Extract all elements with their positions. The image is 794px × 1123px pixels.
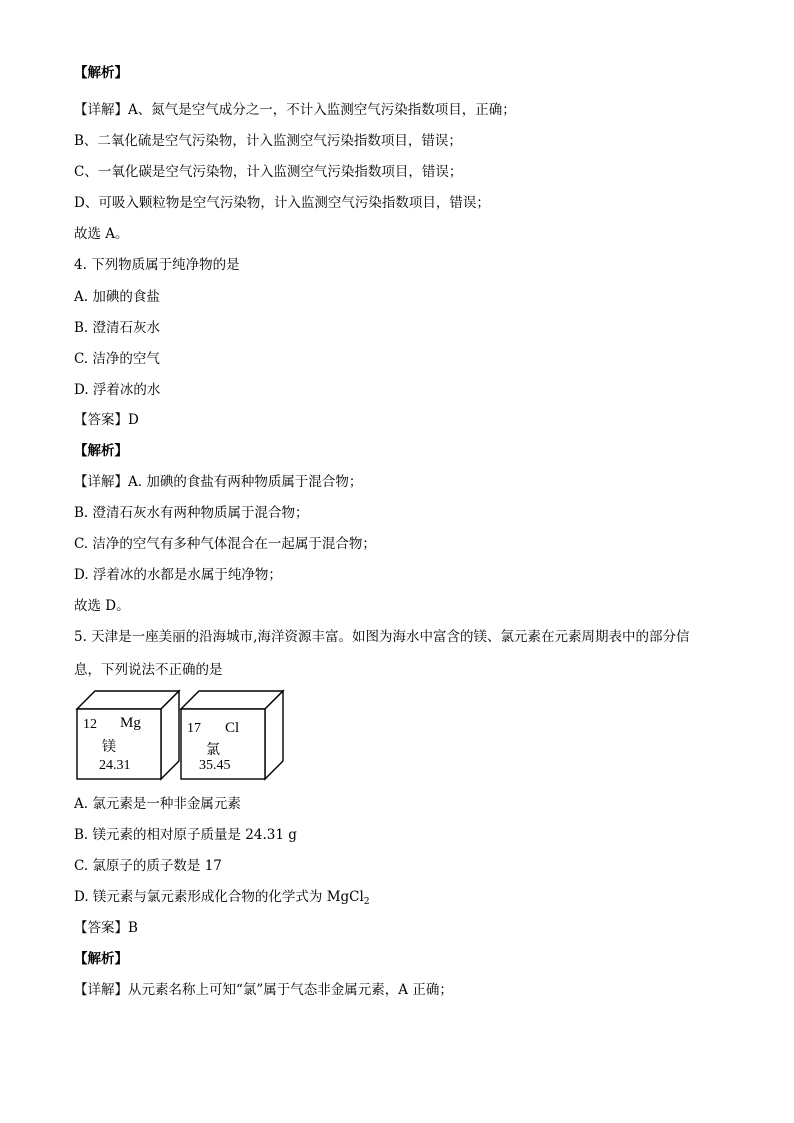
- line-text: C. 洁净的空气有多种气体混合在一起属于混合物；: [74, 536, 376, 552]
- detail-b: [74, 132, 462, 150]
- option-a: [74, 795, 241, 813]
- choose-a: [74, 225, 129, 243]
- line-text: C. 氯原子的质子数是 17: [74, 858, 222, 874]
- line-text: 【详解】A. 加碘的食盐有两种物质属于混合物；: [74, 474, 363, 490]
- line-text: C、一氧化碳是空气污染物，计入监测空气污染指数项目，错误；: [74, 164, 463, 180]
- detail-a: [74, 101, 516, 119]
- atomic-number: 12: [83, 717, 97, 732]
- line-text: B. 澄清石灰水有两种物质属于混合物；: [74, 505, 309, 521]
- element-symbol: Cl: [225, 720, 240, 736]
- question-5-line-1: [74, 628, 689, 646]
- option-a: [74, 288, 160, 306]
- atomic-number: 17: [187, 721, 201, 736]
- line-text: B. 澄清石灰水: [74, 320, 161, 336]
- line-text: 4. 下列物质属于纯净物的是: [74, 257, 240, 273]
- answer: [74, 919, 138, 937]
- element-name: 氯: [206, 743, 220, 758]
- line-text: D. 浮着冰的水: [74, 382, 161, 398]
- element-symbol: Mg: [120, 715, 141, 731]
- heading-analysis: [74, 442, 128, 460]
- option-c: [74, 857, 222, 875]
- question-5-line-2: [74, 661, 223, 679]
- option-b: [74, 826, 297, 844]
- line-text: 【解析】: [74, 443, 128, 459]
- line-text: D、可吸入颗粒物是空气污染物，计入监测空气污染指数项目，错误；: [74, 195, 490, 211]
- detail-a: [74, 473, 362, 491]
- atomic-mass: 35.45: [199, 758, 231, 773]
- heading-analysis: [74, 950, 128, 968]
- line-text: 【详解】从元素名称上可知“氯”属于气态非金属元素，A 正确；: [74, 982, 453, 998]
- line-text: 【解析】: [74, 65, 128, 81]
- atomic-mass: 24.31: [99, 758, 131, 773]
- line-text: 【答案】B: [74, 920, 138, 936]
- detail: [74, 981, 453, 999]
- option-d: [74, 381, 160, 399]
- line-text: 故选 A。: [74, 226, 129, 242]
- option-c: [74, 350, 160, 368]
- line-text: D. 浮着冰的水都是水属于纯净物；: [74, 567, 282, 583]
- heading-analysis: [74, 64, 128, 82]
- line-text: 【解析】: [74, 951, 128, 967]
- line-text: A. 氯元素是一种非金属元素: [74, 796, 241, 812]
- option-d: [74, 888, 370, 911]
- choose-d: [74, 597, 130, 615]
- line-text: D. 镁元素与氯元素形成化合物的化学式为 MgCl: [74, 889, 364, 905]
- element-card-chlorine: [180, 690, 284, 780]
- question-4: [74, 256, 240, 274]
- element-name: 镁: [102, 740, 116, 755]
- detail-b: [74, 504, 309, 522]
- detail-c: [74, 535, 376, 553]
- line-text: 5. 天津是一座美丽的沿海城市,海洋资源丰富。如图为海水中富含的镁、氯元素在元素周期表中的部分信: [74, 629, 690, 645]
- detail-d: [74, 194, 490, 212]
- element-card-magnesium: [76, 690, 180, 780]
- line-text: A. 加碘的食盐: [74, 289, 160, 305]
- line-text: 故选 D。: [74, 598, 130, 614]
- line-text: B、二氧化硫是空气污染物，计入监测空气污染指数项目，错误；: [74, 133, 462, 149]
- line-text: C. 洁净的空气: [74, 351, 160, 367]
- line-text: 息，下列说法不正确的是: [74, 662, 223, 678]
- line-text: 【答案】D: [74, 412, 139, 428]
- detail-d: [74, 566, 282, 584]
- line-text: 【详解】A、氮气是空气成分之一，不计入监测空气污染指数项目，正确；: [74, 102, 516, 118]
- formula-subscript: 2: [363, 897, 370, 907]
- line-text: B. 镁元素的相对原子质量是 24.31 g: [74, 827, 297, 843]
- answer: [74, 411, 139, 429]
- option-b: [74, 319, 160, 337]
- detail-c: [74, 163, 462, 181]
